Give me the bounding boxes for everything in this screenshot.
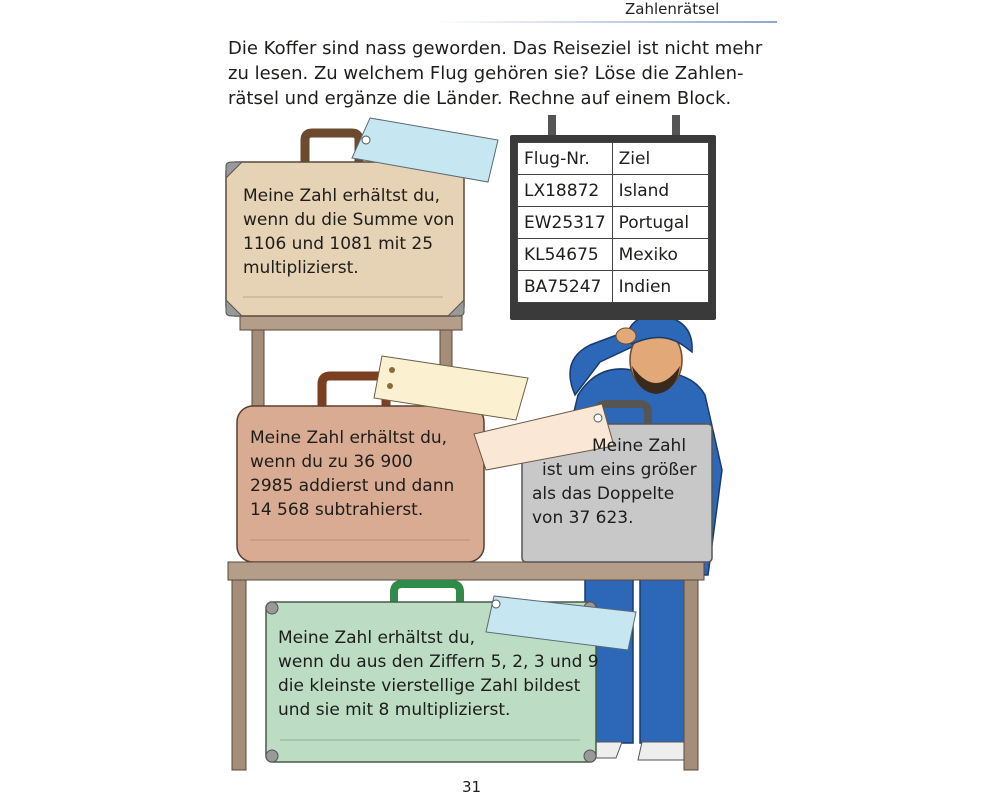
puzzle-line: Meine Zahl erhältst du, [278, 628, 476, 648]
puzzle-line: als das Doppelte [532, 484, 675, 504]
flight-number: KL54675 [518, 239, 613, 271]
puzzle-line: 2985 addierst und dann [250, 476, 455, 496]
beige-handle [305, 133, 359, 163]
page-header-title: Zahlenrätsel [625, 0, 720, 18]
intro-line: Die Koffer sind nass geworden. Das Reiseziel ist nicht mehr [228, 38, 763, 59]
puzzle-line: multiplizierst. [243, 258, 359, 278]
puzzle-line: ist um eins größer [542, 460, 697, 480]
table-row [518, 207, 709, 239]
table-row [518, 239, 709, 271]
table-header-row [518, 143, 709, 175]
table-top [228, 562, 704, 580]
puzzle-line: die kleinste vierstellige Zahl bildest [278, 676, 581, 696]
puzzle-line: Meine Zahl erhältst du, [250, 428, 448, 448]
flight-number: BA75247 [518, 271, 613, 303]
intro-line: zu lesen. Zu welchem Flug gehören sie? Löse die Zahlen- [228, 63, 744, 84]
puzzle-line: wenn du die Summe von [243, 210, 455, 230]
puzzle-line: wenn du aus den Ziffern 5, 2, 3 und 9 [278, 652, 599, 672]
destination: Island [612, 175, 708, 207]
shelf-leg [252, 330, 264, 410]
grey-puzzle-text [532, 434, 697, 530]
header-dest: Ziel [612, 143, 708, 175]
puzzle-line: und sie mit 8 multiplizierst. [278, 700, 511, 720]
page-number: 31 [462, 778, 482, 796]
puzzle-line: Meine Zahl [592, 436, 687, 456]
intro-line: rätsel und ergänze die Länder. Rechne auf einem Block. [228, 88, 732, 109]
destination: Portugal [612, 207, 708, 239]
table-row [518, 271, 709, 303]
puzzle-line: 14 568 subtrahierst. [250, 500, 424, 520]
table-leg [684, 580, 698, 770]
flight-table [517, 142, 709, 303]
puzzle-line: Meine Zahl erhältst du, [243, 186, 441, 206]
table-leg [232, 580, 246, 770]
header-flight: Flug-Nr. [518, 143, 613, 175]
flight-number: EW25317 [518, 207, 613, 239]
destination: Indien [612, 271, 708, 303]
departure-board [510, 135, 716, 320]
beige-puzzle-text [243, 184, 454, 280]
destination: Mexiko [612, 239, 708, 271]
puzzle-line: wenn du zu 36 900 [250, 452, 413, 472]
shelf-top [240, 316, 462, 330]
green-handle [394, 584, 460, 604]
flight-number: LX18872 [518, 175, 613, 207]
green-puzzle-text [278, 626, 599, 722]
puzzle-line: von 37 623. [532, 508, 634, 528]
brown-puzzle-text [250, 426, 454, 522]
table-row [518, 175, 709, 207]
puzzle-line: 1106 und 1081 mit 25 [243, 234, 434, 254]
